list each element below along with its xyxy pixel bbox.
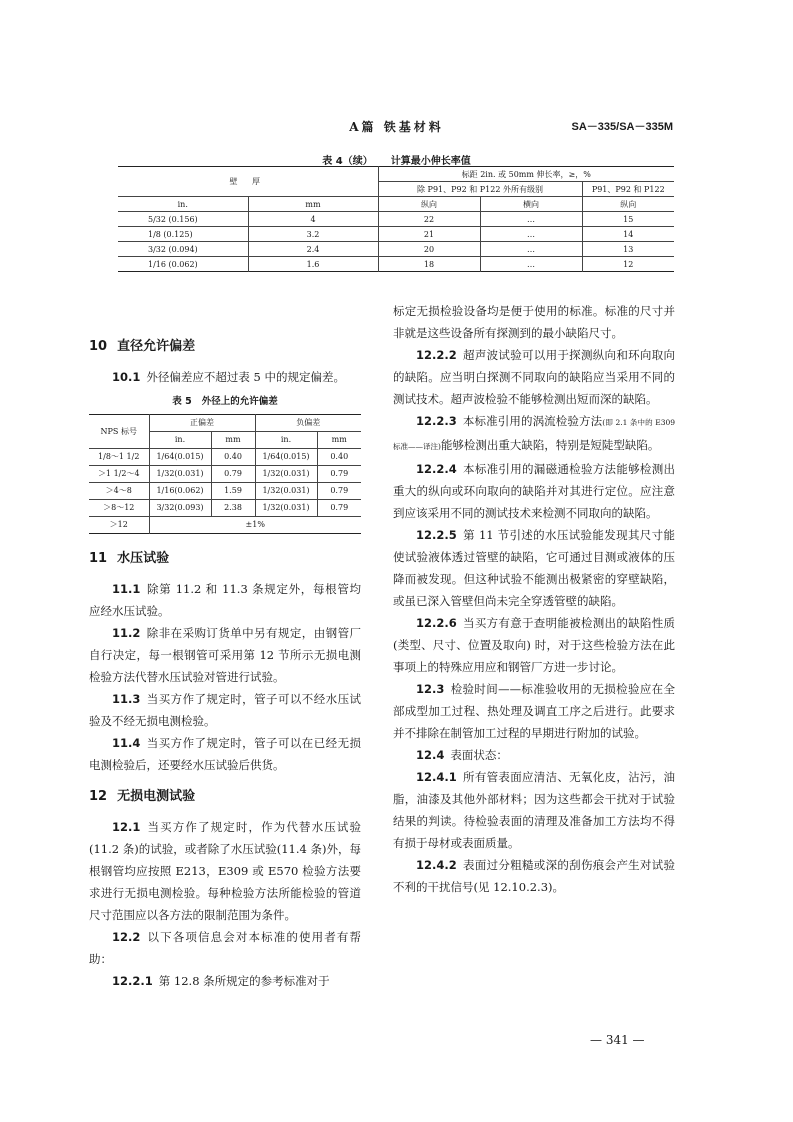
paragraph-10-1 <box>89 366 361 388</box>
table-row <box>118 257 674 272</box>
paragraph-12-2-4 <box>393 458 675 524</box>
table5-header-in: in. <box>149 432 211 449</box>
running-header-part: A篇 铁基材料 <box>349 120 444 134</box>
table-cell: 1/64(0.015) <box>149 449 211 466</box>
clause-text: 超声波试验可以用于探测纵向和环向取向的缺陷。应当明白探测不同取向的缺陷应当采用不同的测试技术。超声波检验不能够检测出短而深的缺陷。 <box>393 348 675 406</box>
table5-caption <box>89 394 361 410</box>
paragraph-12-3 <box>393 678 675 744</box>
table4-header-in: in. <box>118 197 248 212</box>
table-cell: 1/32(0.031) <box>149 466 211 483</box>
table-cell: 15 <box>582 212 674 227</box>
section-title: 无损电测试验 <box>117 789 196 804</box>
table4 <box>118 166 674 272</box>
paragraph-continued: 标定无损检验设备均是便于使用的标准。标准的尺寸并非就是这些设备所有探测到的最小缺陷尺寸。 <box>393 304 675 340</box>
clause-number: 12.2.2 <box>416 348 457 362</box>
clause-number: 12.2.5 <box>416 528 457 542</box>
table-row <box>89 500 361 517</box>
table4-caption-number: 表 4（续） <box>322 156 373 167</box>
paragraph-12-2-6 <box>393 612 675 678</box>
section-12-heading <box>89 786 361 808</box>
clause-number: 12.2 <box>112 930 141 944</box>
table-row <box>89 483 361 500</box>
section-10-heading <box>89 336 361 358</box>
section-title: 水压试验 <box>117 551 170 566</box>
clause-number: 10.1 <box>112 370 141 384</box>
clause-text: 以下各项信息会对本标准的使用者有帮助： <box>89 930 361 966</box>
table-cell: 20 <box>378 242 480 257</box>
paragraph-11-4 <box>89 732 361 776</box>
table5 <box>89 414 361 534</box>
table4-header-trans: 横向 <box>480 197 582 212</box>
clause-number: 12.2.1 <box>112 974 153 988</box>
clause-number: 12.4.2 <box>416 858 457 872</box>
table-row <box>89 517 361 534</box>
table-cell: … <box>480 212 582 227</box>
clause-text: 能够检测出重大缺陷，特别是短陡型缺陷。 <box>440 438 660 452</box>
table4-header-long2: 纵向 <box>582 197 674 212</box>
table-cell: 2.38 <box>211 500 255 517</box>
clause-number: 11.3 <box>112 692 141 706</box>
table-cell: 3.2 <box>248 227 378 242</box>
clause-text: 除非在采购订货单中另有规定，由钢管厂自行决定，每一根钢管可采用第 12 节所示无损电测检验方法代替水压试验对管进行试验。 <box>89 626 361 684</box>
table-cell: ±1% <box>149 517 361 534</box>
paragraph-11-3 <box>89 688 361 732</box>
paragraph-12-4-1 <box>393 766 675 854</box>
clause-number: 12.2.4 <box>416 462 457 476</box>
table5-header-mm2: mm <box>317 432 361 449</box>
section-11-heading <box>89 548 361 570</box>
table4-header-elong: 标距 2in. 或 50mm 伸长率，≥，% <box>378 167 674 182</box>
table4-caption-title: 计算最小伸长率值 <box>390 156 471 167</box>
clause-text: 除第 11.2 和 11.3 条规定外，每根管均应经水压试验。 <box>89 582 361 618</box>
paragraph-11-2 <box>89 622 361 688</box>
section-number: 11 <box>89 551 108 566</box>
clause-number: 12.2.3 <box>416 414 457 428</box>
table-cell: 0.79 <box>317 483 361 500</box>
table-row <box>89 466 361 483</box>
table-cell: 1.59 <box>211 483 255 500</box>
table-cell: 0.79 <box>317 466 361 483</box>
table-cell: 21 <box>378 227 480 242</box>
clause-number: 12.4.1 <box>416 770 457 784</box>
table-cell: 1/8～1 1/2 <box>89 449 149 466</box>
clause-text: 本标准引用的涡流检验方法 <box>462 414 603 428</box>
clause-text: 外径偏差应不超过表 5 中的规定偏差。 <box>146 370 346 384</box>
table-row <box>118 212 674 227</box>
clause-text: 第 12.8 条所规定的参考标准对于 <box>158 974 330 988</box>
table-cell: 3/32(0.093) <box>149 500 211 517</box>
table-cell: 13 <box>582 242 674 257</box>
clause-number: 12.2.6 <box>416 616 457 630</box>
table4-header-mm: mm <box>248 197 378 212</box>
table-cell: 1/64(0.015) <box>255 449 317 466</box>
table-cell: ＞4～8 <box>89 483 149 500</box>
paragraph-11-1 <box>89 578 361 622</box>
paragraph-12-2-3 <box>393 410 675 458</box>
clause-number: 12.3 <box>416 682 445 696</box>
section-title: 直径允许偏差 <box>117 339 196 354</box>
table-cell: 0.79 <box>211 466 255 483</box>
table-cell: 12 <box>582 257 674 272</box>
table-row <box>118 242 674 257</box>
table-cell: 1/32(0.031) <box>255 483 317 500</box>
paragraph-12-4-2 <box>393 854 675 898</box>
table-cell: 1/32(0.031) <box>255 466 317 483</box>
table4-header-long: 纵向 <box>378 197 480 212</box>
table4-caption <box>0 152 793 167</box>
clause-text: 第 11 节引述的水压试验能发现其尺寸能使试验液体透过管壁的缺陷，它可通过目测或液体的压降而被发现。但这种试验不能测出极紧密的穿壁缺陷，或虽已深入管壁但尚未完全穿透管壁的缺陷。 <box>393 528 675 608</box>
table-cell: 0.40 <box>211 449 255 466</box>
table4-header-group2: P91、P92 和 P122 <box>582 182 674 197</box>
clause-text: 当买方作了规定时，管子可以在已经无损电测检验后，还要经水压试验后供货。 <box>89 736 361 772</box>
clause-text: 表面过分粗糙或深的刮伤痕会产生对试验不利的干扰信号(见 12.10.2.3)。 <box>393 858 675 894</box>
table4-header-wall: 壁 厚 <box>118 167 378 197</box>
section-number: 10 <box>89 339 108 354</box>
table5-header-in2: in. <box>255 432 317 449</box>
clause-text: 所有管表面应清洁、无氧化皮，沾污，油脂，油漆及其他外部材料；因为这些都会干扰对于试验结果的判读。待检验表面的清理及准备加工方法均不得有损于母材或表面质量。 <box>393 770 675 850</box>
right-column <box>393 300 675 898</box>
table-cell: ＞12 <box>109 520 128 529</box>
paragraph-12-1 <box>89 816 361 926</box>
table-cell: 1/16 (0.062) <box>148 259 198 269</box>
table-cell: 3/32 (0.094) <box>118 242 248 257</box>
table5-caption-number: 表 5 <box>172 396 192 407</box>
table5-header-mm: mm <box>211 432 255 449</box>
table-cell: 1/16(0.062) <box>149 483 211 500</box>
clause-text: 当买方有意于查明能被检测出的缺陷性质(类型、尺寸、位置及取向) 时，对于这些检验方法在此事项上的特殊应用应和钢管厂方进一步讨论。 <box>393 616 675 674</box>
table-row <box>89 449 361 466</box>
table4-header-group1: 除 P91、P92 和 P122 外所有级别 <box>378 182 582 197</box>
table-row <box>118 227 674 242</box>
clause-text: 当买方作了规定时，管子可以不经水压试验及不经无损电测检验。 <box>89 692 361 728</box>
table-cell: 2.4 <box>248 242 378 257</box>
clause-number: 12.1 <box>112 820 141 834</box>
paragraph-12-2 <box>89 926 361 970</box>
table-cell: 5/32 (0.156) <box>118 212 248 227</box>
clause-number: 11.2 <box>112 626 141 640</box>
paragraph-12-2-2 <box>393 344 675 410</box>
paragraph-12-2-5 <box>393 524 675 612</box>
table-cell: 0.40 <box>317 449 361 466</box>
translator-note: (即 2.1 条中的 E309 标准——译注) <box>393 418 676 451</box>
table-cell: 18 <box>378 257 480 272</box>
table5-header-minus: 负偏差 <box>255 415 361 432</box>
page-number: — 341 — <box>590 1033 645 1047</box>
clause-text: 表面状态： <box>450 748 508 762</box>
table5-header-nps: NPS 标号 <box>89 415 149 449</box>
table-cell: 0.79 <box>317 500 361 517</box>
paragraph-12-4 <box>393 744 675 766</box>
table-cell: ＞1 1/2～4 <box>89 466 149 483</box>
table-cell: 22 <box>378 212 480 227</box>
table-cell: 14 <box>582 227 674 242</box>
clause-number: 11.1 <box>112 582 141 596</box>
paragraph-12-2-1 <box>89 970 361 992</box>
table-cell: … <box>480 257 582 272</box>
clause-text: 本标准引用的漏磁通检验方法能够检测出重大的纵向或环向取向的缺陷并对其进行定位。应注意到应该采用不同的测试技术来检测不同取向的缺陷。 <box>393 462 675 520</box>
table-cell: … <box>480 227 582 242</box>
running-header-standard: SA－335/SA－335M <box>571 121 673 133</box>
table-cell: ＞8～12 <box>89 500 149 517</box>
table-cell: 1.6 <box>248 257 378 272</box>
table-cell: … <box>480 242 582 257</box>
table5-caption-title: 外径上的允许偏差 <box>201 396 278 407</box>
table-cell: 1/32(0.031) <box>255 500 317 517</box>
clause-number: 11.4 <box>112 736 141 750</box>
section-number: 12 <box>89 789 108 804</box>
clause-number: 12.4 <box>416 748 445 762</box>
table-cell: 4 <box>248 212 378 227</box>
clause-text: 检验时间——标准验收用的无损检验应在全部成型加工过程、热处理及调直工序之后进行。此要求并不排除在制管加工过程的早期进行附加的试验。 <box>393 682 675 740</box>
table-cell: 1/8 (0.125) <box>118 227 248 242</box>
left-column <box>89 326 361 992</box>
clause-text: 当买方作了规定时，作为代替水压试验(11.2 条)的试验，或者除了水压试验(11.4 条)外，每根钢管均应按照 E213，E309 或 E570 检验方法要求进行无损电测检验。每种检验方法所能检验的管道尺寸范围应以各方法的限制范围为条件。 <box>89 820 361 922</box>
table5-header-plus: 正偏差 <box>149 415 255 432</box>
